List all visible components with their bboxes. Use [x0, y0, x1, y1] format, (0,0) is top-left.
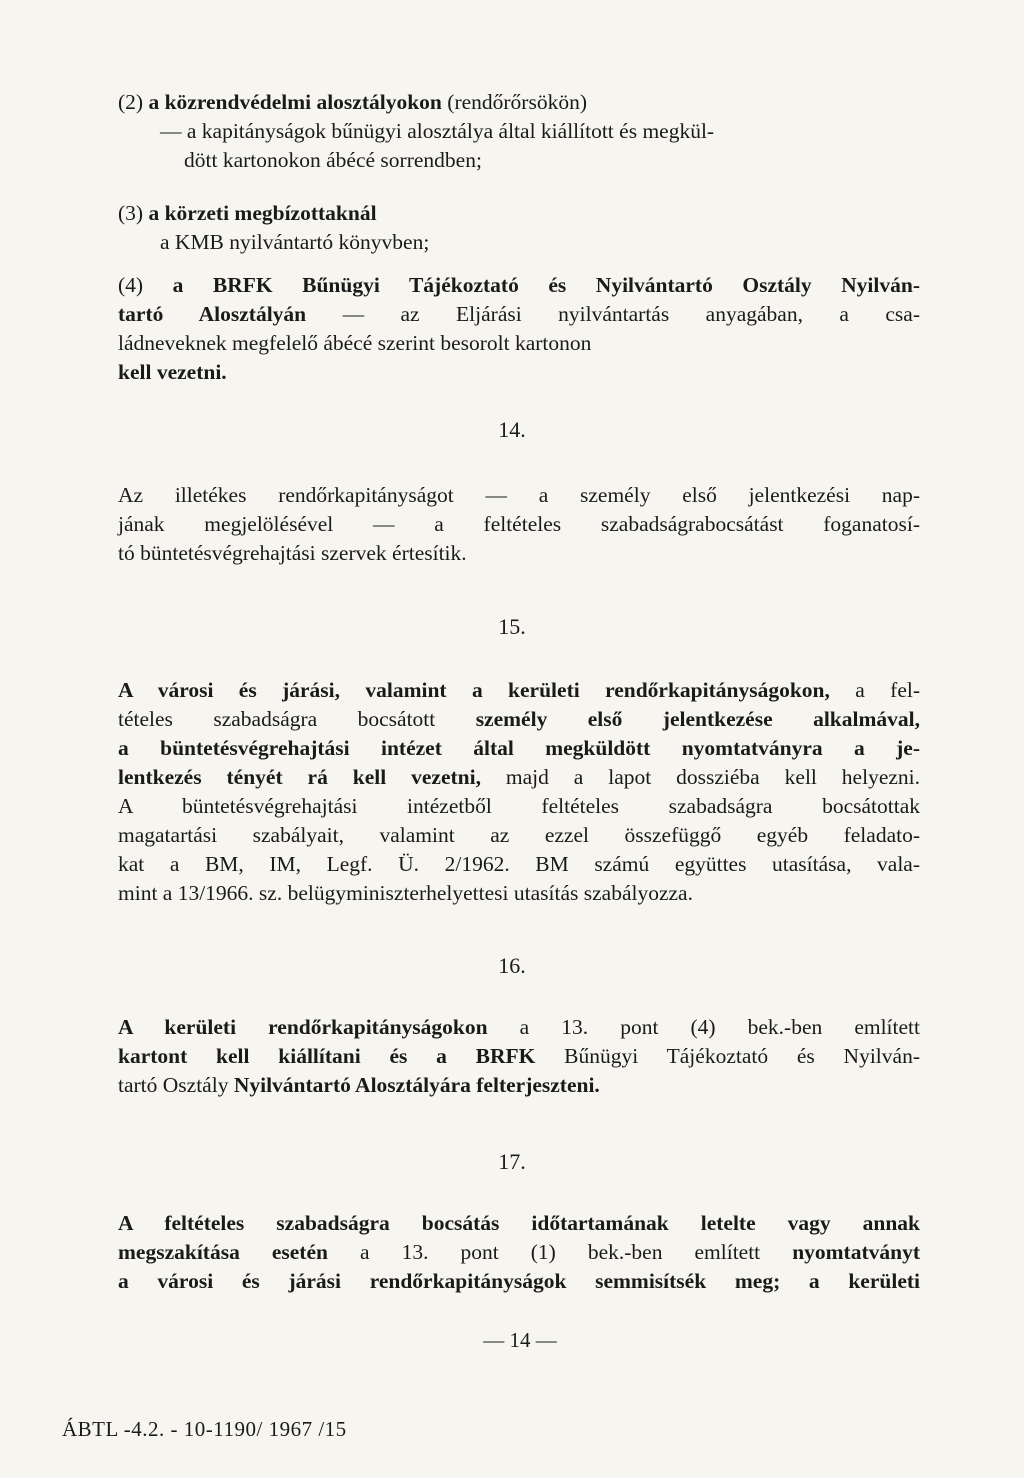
heading-bold: a közrendvédelmi alosztályokon [148, 90, 442, 114]
text-line: kat a BM, IM, Legf. Ü. 2/1962. BM számú együttes utasítása, vala- [118, 852, 920, 876]
plain-text: a fel- [829, 678, 920, 702]
plain-text: Bűnügyi Tájékoztató és Nyilván- [535, 1044, 920, 1068]
bold-text: A feltételes szabadságra bocsátás időtartamának letelte vagy annak [118, 1211, 920, 1235]
text-line [118, 271, 920, 300]
bold-text: a büntetésvégrehajtási intézet által megküldött nyomtatványra a je- [118, 736, 920, 760]
bold-text: nyomtatványt [792, 1240, 920, 1264]
plain-text: majd a lapot dossziéba kell helyezni. [480, 765, 921, 789]
bold-text: megszakítása esetén [118, 1240, 328, 1264]
text-line [118, 1042, 920, 1071]
text-line [118, 1209, 920, 1238]
section-2 [118, 88, 920, 175]
text-line: a KMB nyilvántartó könyvben; [160, 230, 430, 254]
text-line: ládneveknek megfelelő ábécé szerint besorolt kartonon [118, 331, 592, 355]
paragraph-number-15: 15. [498, 614, 526, 639]
text-line: dött kartonokon ábécé sorrendben; [184, 148, 482, 172]
text-line [118, 676, 920, 705]
paragraph-14 [118, 481, 920, 568]
bold-text: Nyilvántartó Alosztályára felterjeszteni. [233, 1073, 600, 1097]
bold-text: személy első jelentkezése alkalmával, [475, 707, 920, 731]
bold-text: A városi és járási, valamint a kerületi rendőrkapitányságokon, [118, 678, 830, 702]
text-line: jának megjelölésével — a feltételes szabadságrabocsátást foganatosí- [118, 512, 920, 536]
item-number: (4) [118, 273, 173, 297]
text-line [118, 1071, 920, 1100]
archive-reference: ÁBTL -4.2. - 10-1190/ 1967 /15 [62, 1417, 347, 1441]
text-line [118, 1267, 920, 1296]
bold-text: tartó Alosztályán [118, 302, 307, 326]
section-4 [118, 271, 920, 387]
bold-text: a városi és járási rendőrkapitányságok semmisítsék meg; a kerületi [118, 1269, 920, 1293]
text-line: Az illetékes rendőrkapitányságot — a személy első jelentkezési nap- [118, 483, 920, 507]
text-line: A büntetésvégrehajtási intézetből feltételes szabadságra bocsátottak [118, 794, 920, 818]
plain-text: a 13. pont (4) bek.-ben említett [487, 1015, 920, 1039]
section-2-heading [118, 88, 920, 117]
text-line: — a kapitányságok bűnügyi alosztálya által kiállított és megkül- [160, 119, 715, 143]
text-line [118, 300, 920, 329]
paragraph-number-16: 16. [498, 953, 526, 978]
paragraph-15 [118, 676, 920, 908]
bold-text: lentkezés tényét rá kell vezetni, [118, 765, 481, 789]
bold-text: a BRFK Bűnügyi Tájékoztató és Nyilvántartó Osztály Nyilván- [172, 273, 920, 297]
text-line [118, 1238, 920, 1267]
text-line: magatartási szabályait, valamint az ezzel összefüggő egyéb feladato- [118, 823, 920, 847]
paragraph-16 [118, 1013, 920, 1100]
paragraph-number-14: 14. [498, 417, 526, 442]
bold-text: A kerületi rendőrkapitányságokon [118, 1015, 488, 1039]
plain-text: tartó Osztály [118, 1073, 234, 1097]
text-line [118, 358, 920, 387]
section-3-heading [118, 199, 920, 228]
text-line [118, 1013, 920, 1042]
plain-text: — az Eljárási nyilvántartás anyagában, a csa- [306, 302, 920, 326]
text-line [118, 705, 920, 734]
item-number: (2) [118, 90, 149, 114]
plain-text: tételes szabadságra bocsátott [118, 707, 476, 731]
bold-text: kartont kell kiállítani és a BRFK [118, 1044, 536, 1068]
heading-rest: (rendőrőrsökön) [441, 90, 587, 114]
text-line: mint a 13/1966. sz. belügyminiszterhelyettesi utasítás szabályozza. [118, 881, 693, 905]
text-line [118, 734, 920, 763]
text-line: tó büntetésvégrehajtási szervek értesítik. [118, 541, 467, 565]
paragraph-17 [118, 1209, 920, 1296]
paragraph-number-17: 17. [498, 1149, 526, 1174]
text-line [118, 763, 920, 792]
section-3 [118, 199, 920, 257]
bold-text: kell vezetni. [118, 360, 227, 384]
plain-text: a 13. pont (1) bek.-ben említett [327, 1240, 793, 1264]
item-number: (3) [118, 201, 149, 225]
page-number: — 14 — [483, 1328, 557, 1352]
heading-bold: a körzeti megbízottaknál [148, 201, 377, 225]
